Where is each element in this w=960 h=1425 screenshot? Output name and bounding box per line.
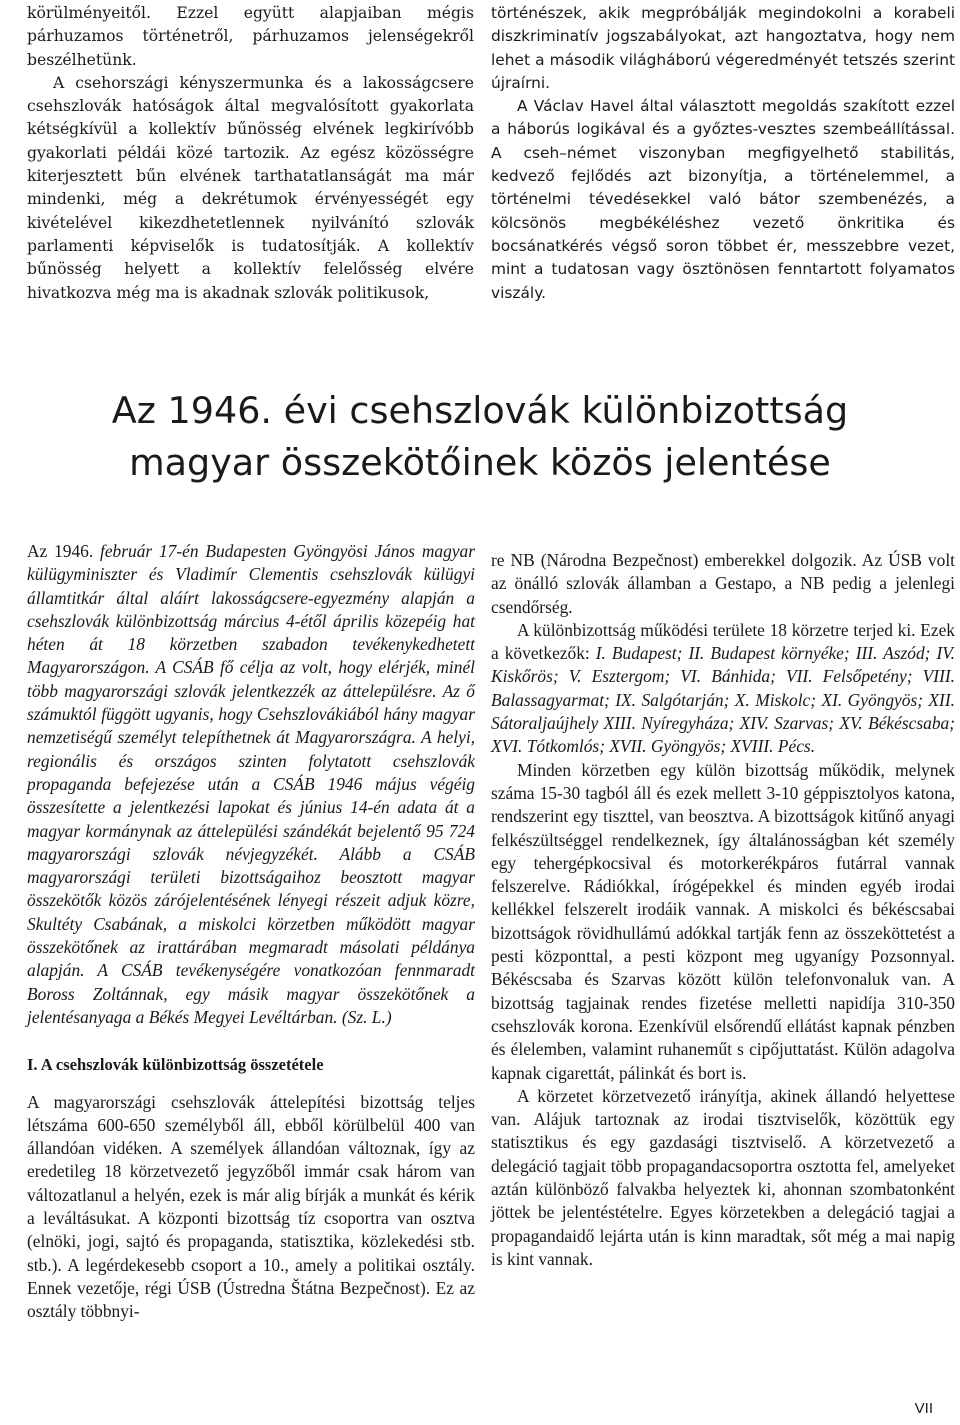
- paragraph: történészek, akik megpróbálják megindokolni a korabeli diszkriminatív jogszabályokat, azt hangoztatva, hogy nem lehet a második világháború végeredményét tetszés szerint újraírni.: [491, 4, 955, 92]
- top-left-column: [27, 2, 474, 305]
- bottom-right-column: [491, 549, 955, 1271]
- bottom-left-column: [27, 540, 475, 1324]
- district-intro: A különbizottság működési területe 18 körzetre terjed ki. Ezek a következők:: [491, 619, 955, 664]
- introduction-text: február 17-én Budapesten Gyöngyösi János magyar külügyminiszter és Vladimír Clementis csehszlovák külügyi államtitkár által aláírt lakosságcsere-egyezmény alapján a csehszlovák különbizottság március 4-étől április közepéig hat héten át 18 körzetben szabadon tevékenykedhetett Magyarországon. A CSÁB fő célja az volt, hogy elérjék, minél több magyarországi szlovák jelentkezzék az áttelepülésre. Az ő számuktól függött ugyanis, hogy Csehszlovákiából hány magyar nemzetiségű személyt telepíthetnek át Magyarországra. A helyi, regionális és országos szinten folytatott csehszlovák propaganda befejezése után a CSÁB 1946 május végéig összesítette a jelentkezési lapokat és június 14-én adata át a magyar kormánynak az áttelepülési szándékát bejelentő 95 724 magyarországi szlovák névjegyzékét. Alább a CSÁB magyarországi területi bizottságaihoz beosztott magyar összekötők közös zárójelentésének lényegi részeit adjuk közre, Skultéty Csabának, a miskolci körzetben működött magyar összekötőnek az irattárában megmaradt másolati példánya alapján. A CSÁB tevékenységére vonatkozóan fennmaradt Boross Zoltánnak, egy másik magyar összekötőnek a jelentésanyaga a Békés Megyei Levéltárban. (Sz. L.): [27, 541, 475, 1027]
- introduction: [27, 540, 475, 1029]
- paragraph: Minden körzetben egy külön bizottság működik, melynek száma 15-30 tagból áll és ezek mellett 3-10 géppisztolyos katona, rendszerint egy tiszttel, van beosztva. A bizottságok kitűnő anyagi felkészültséggel rendelkeznek, így általánosságban két személy egy tehergépkocsival és motorkerékpáros futárral vannak felszerelve. Rádiókkal, írógépekkel és minden egyéb irodai kellékkel felszerelt irodáik vannak. A miskolci és békéscsabai bizottságok rövidhullámú adókkal tartják fenn az összeköttetést a pesti központtal, a pesti központ meg ugyanígy Pozsonnyal. Békéscsaba és Szarvas között külön telefonvonaluk van. A bizottság tagjainak rendes fizetése melletti napidíja 310-350 csehszlovák korona. Ezenkívül elsőrendű ellátást kapnak pénzben és élelemben, valamint ruhaneműt s cipőjuttatást. Külön adagolva kapnak cigarettát, pálinkát és bort is.: [491, 759, 955, 1083]
- article-title-line: magyar összekötőinek közös jelentése: [129, 441, 831, 484]
- paragraph: A magyarországi csehszlovák áttelepítési bizottság teljes létszáma 600-650 személyből áll, ebből körülbelül 400 van állandóan vidéken. A személyek állandóan változnak, így az eredetileg 18 körzetvezető jegyzőből immár csak három van változatlanul a helyén, ezek is már alig bírják a munkát és kérik a leváltásukat. A központi bizottság tíz csoportra van osztva (elnöki, jogi, sajtó és propaganda, statisztika, közlekedési stb. stb.). A legérdekesebb csoport a 10., amely a politikai osztály. Ennek vezetője, régi ÚSB (Ústredna Štátna Bezpečnost). Ez az osztály többnyi-: [27, 1091, 475, 1322]
- district-list: I. Budapest; II. Budapest környéke; III. Aszód; IV. Kiskőrös; V. Esztergom; VI. Bánhida; VII. Felsőpetény; VIII. Balassagyarmat; IX. Salgótarján; X. Miskolc; XI. Gyöngyös; XII. Sátoraljaújhely XIII. Nyíregyháza; XIV. Szarvas; XV. Békéscsaba; XVI. Tótkomlós; XVII. Gyöngyös; XVIII. Pécs.: [491, 643, 955, 757]
- article-title: [0, 385, 960, 489]
- paragraph: A Václav Havel által választott megoldás szakított ezzel a háborús logikával és a győztes-vesztes szembeállítással. A cseh–német viszonyban megfigyelhető stabilitás, kedvező fejlődés azt bizonyítja, a történelemmel, a történelmi tévedésekkel való bátor szembenézés, a kölcsönös megbékéléshez vezető önkritika és bocsánatkérés végső soron többet ér, messzebbre vezet, mint a tudatosan vagy ösztönösen fenntartott folyamatos viszály.: [491, 97, 955, 302]
- paragraph: re NB (Národna Bezpečnost) emberekkel dolgozik. Az ÚSB volt az önálló szlovák államban a Gestapo, a NB pedig a jelenlegi csendőrség.: [491, 550, 955, 617]
- introduction-lead: Az 1946.: [27, 541, 94, 561]
- top-right-column: [491, 2, 955, 305]
- paragraph: [491, 619, 955, 759]
- paragraph: A csehországi kényszermunka és a lakosságcsere csehszlovák hatóságok által megvalósított gyakorlata kétségkívül a kollektív bűnösség elvének legkirívóbb gyakorlati példái közé tartozik. Az egész közösségre kiterjesztett bűn elvének tarthatatlanságát ma már mindenki, még a dekrétumok érvényességét egy kivételével kikezdhetetlennek nyilvánító szlovák parlamenti képviselők is tudatosítják. A kollektív bűnösség helyett a kollektív felelősség elvére hivatkozva még ma is akadnak szlovák politikusok,: [27, 73, 474, 302]
- paragraph: A körzetet körzetvezető irányítja, akinek állandó helyettese van. Alájuk tartoznak az irodai tisztviselők, közöttük egy statisztikus és egy gazdasági tisztviselő. A körzetvezető a delegáció tagjait több propagandacsoportra osztotta fel, amelyeket aztán különböző falvakba helyeztek ki, ahonnan szombatonként jöttek be jelentéstételre. Egyes körzetekben a delegáció tagjai a propagandaidő lejárta után is kinn maradtak, sőt még a mai napig is kint vannak.: [491, 1085, 955, 1269]
- paragraph: körülményeitől. Ezzel együtt alapjaiban mégis párhuzamos történetről, párhuzamos jelenségekről beszélhetünk.: [27, 4, 474, 69]
- section-heading: I. A csehszlovák különbizottság összetétele: [27, 1055, 324, 1075]
- page-number: VII: [914, 1400, 933, 1417]
- article-title-line: Az 1946. évi csehszlovák különbizottság: [111, 389, 849, 432]
